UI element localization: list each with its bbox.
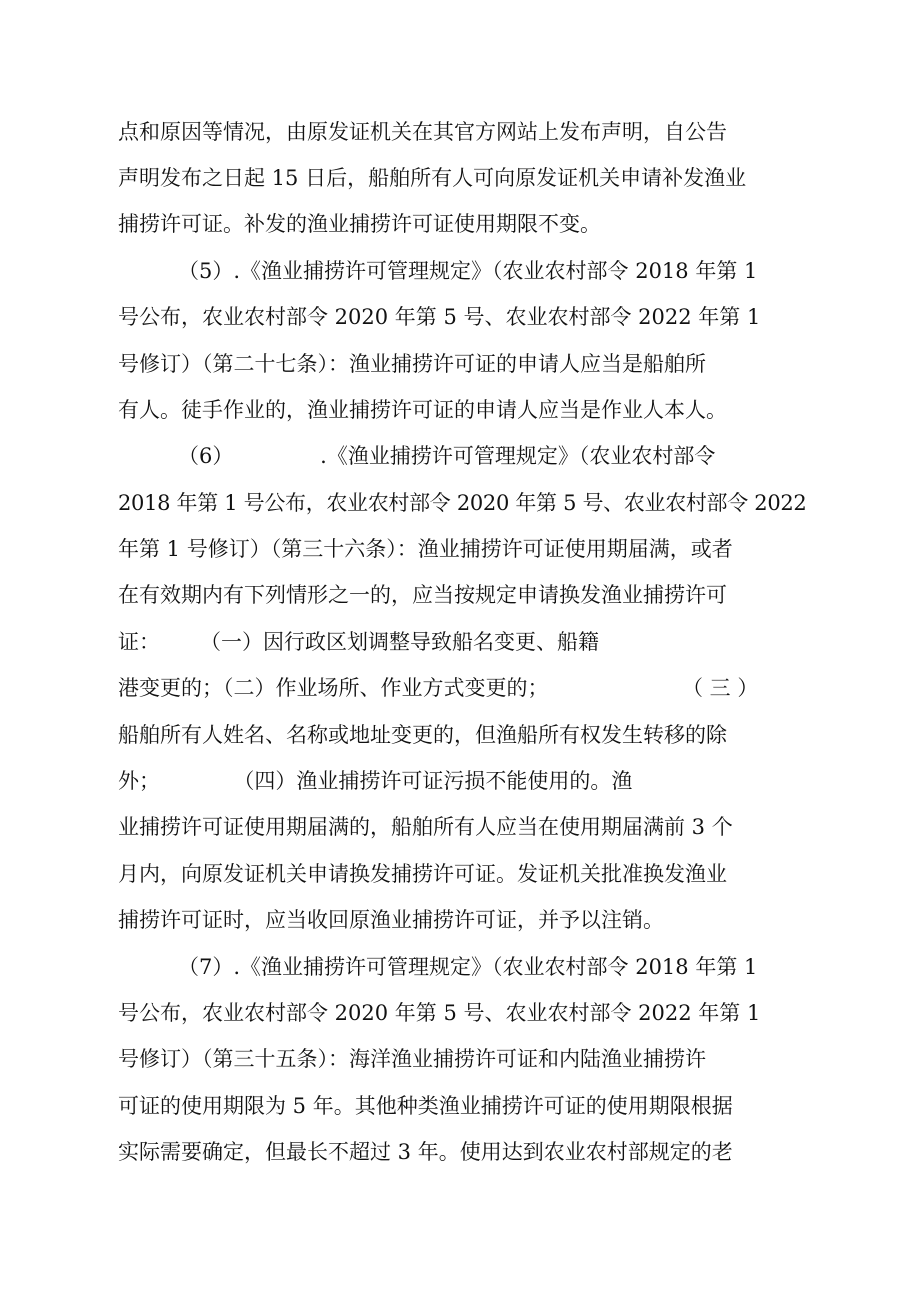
text-line: （7）.《渔业捕捞许可管理规定》（农业农村部令 2018 年第 1 [178,955,758,979]
text-line: 年第 1 号修订）（第三十六条）：渔业捕捞许可证使用期届满，或者 [118,537,733,561]
text-line: 港变更的；（二）作业场所、作业方式变更的； （ 三 ） [118,676,759,700]
text-line: 声明发布之日起 15 日后，船舶所有人可向原发证机关申请补发渔业 [118,166,747,190]
text-line: 业捕捞许可证使用期届满的，船舶所有人应当在使用期届满前 3 个 [118,815,733,839]
text-line: 点和原因等情况，由原发证机关在其官方网站上发布声明，自公告 [118,120,727,144]
text-line: 号公布，农业农村部令 2020 年第 5 号、农业农村部令 2022 年第 1 [118,305,761,329]
text-line: （5）.《渔业捕捞许可管理规定》（农业农村部令 2018 年第 1 [178,259,758,283]
text-line: 外； （四）渔业捕捞许可证污损不能使用的。渔 [118,769,633,793]
text-line: 2018 年第 1 号公布，农业农村部令 2020 年第 5 号、农业农村部令 2022 [118,491,807,515]
text-line: 捕捞许可证时，应当收回原渔业捕捞许可证，并予以注销。 [118,908,664,932]
text-line: 证： （一）因行政区划调整导致船名变更、船籍 [118,630,600,654]
text-line: 号修订）（第三十五条）：海洋渔业捕捞许可证和内陆渔业捕捞许 [118,1047,706,1071]
text-line: 实际需要确定，但最长不超过 3 年。使用达到农业农村部规定的老 [118,1140,733,1164]
text-line: 船舶所有人姓名、名称或地址变更的，但渔船所有权发生转移的除 [118,723,727,747]
text-line: 可证的使用期限为 5 年。其他种类渔业捕捞许可证的使用期限根据 [118,1094,733,1118]
text-line: 捕捞许可证。补发的渔业捕捞许可证使用期限不变。 [118,212,601,236]
text-line: 号修订）（第二十七条）：渔业捕捞许可证的申请人应当是船舶所 [118,352,706,376]
text-line: 在有效期内有下列情形之一的，应当按规定申请换发渔业捕捞许可 [118,583,727,607]
text-line: （6） .《渔业捕捞许可管理规定》（农业农村部令 [178,444,716,468]
text-line: 号公布，农业农村部令 2020 年第 5 号、农业农村部令 2022 年第 1 [118,1001,761,1025]
text-line: 有人。徒手作业的，渔业捕捞许可证的申请人应当是作业人本人。 [118,398,727,422]
text-line: 月内，向原发证机关申请换发捕捞许可证。发证机关批准换发渔业 [118,862,727,886]
